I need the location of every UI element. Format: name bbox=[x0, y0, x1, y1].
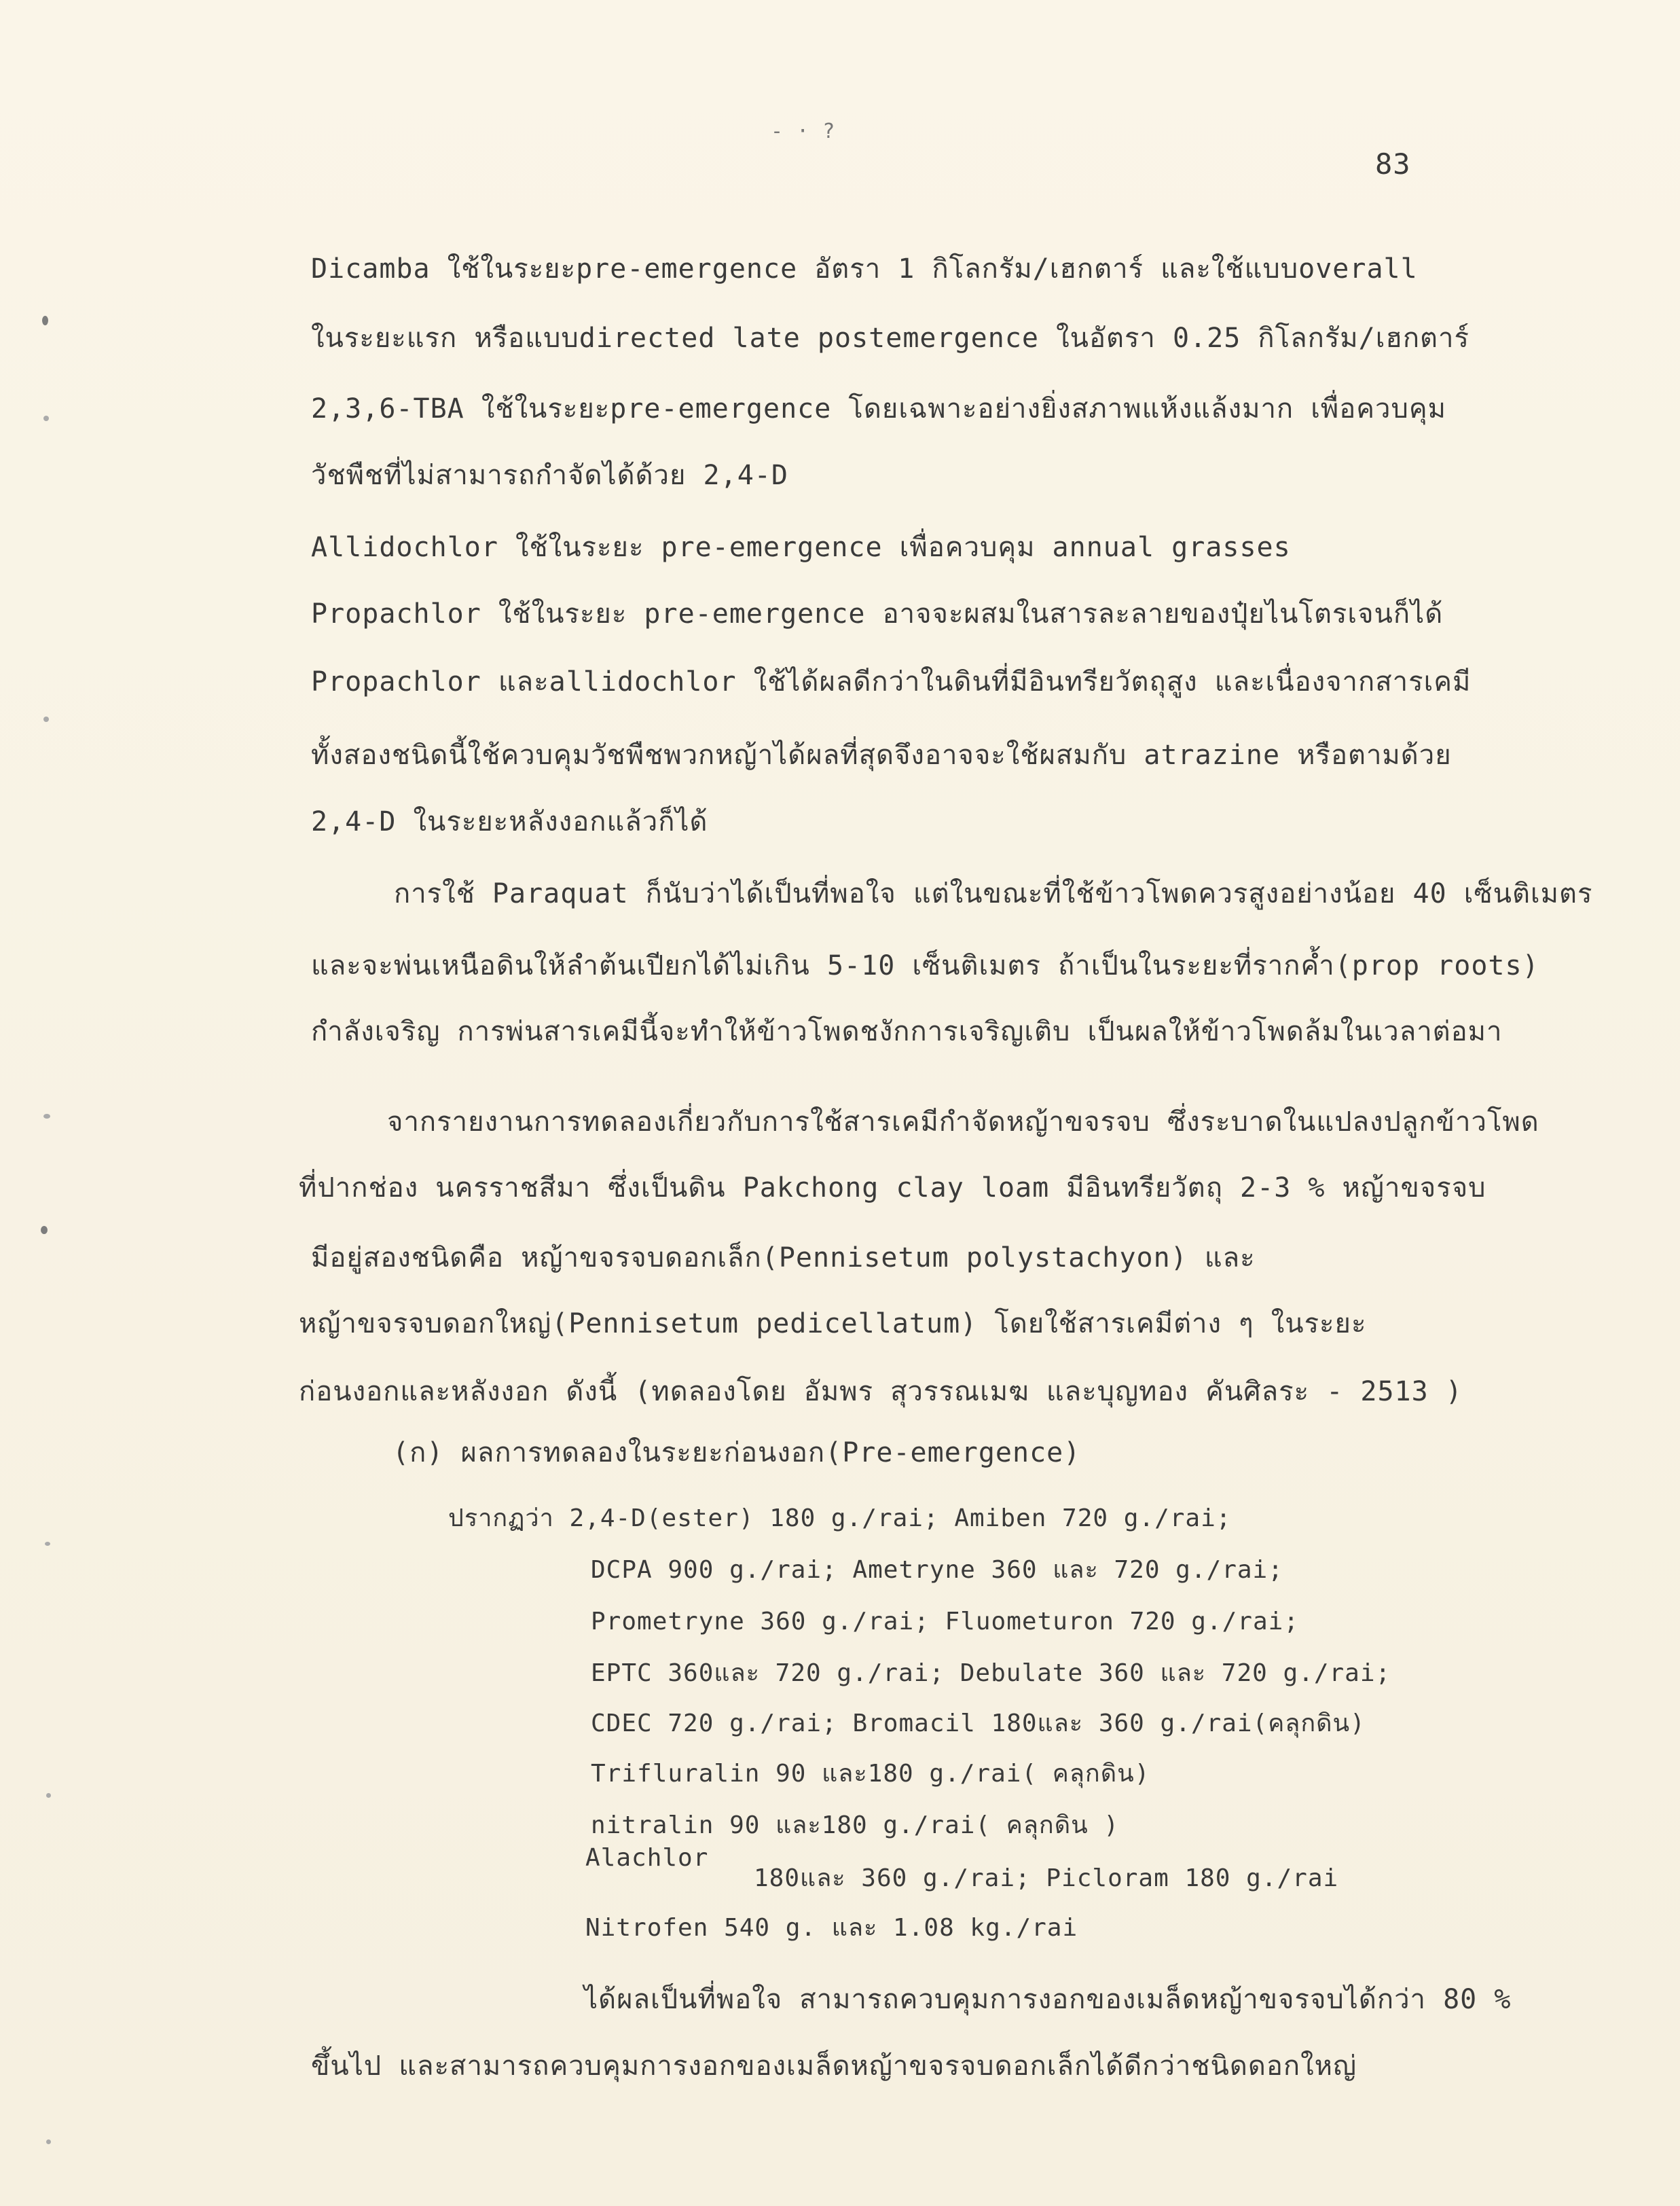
margin-dot bbox=[43, 717, 49, 722]
result-line: 180และ 360 g./rai; Picloram 180 g./rai bbox=[754, 1864, 1339, 1892]
text-line: Dicamba ใช้ในระยะpre-emergence อัตรา 1 กิโลกรัม/เฮกตาร์ และใช้แบบoverall bbox=[311, 253, 1418, 285]
margin-dot bbox=[45, 1542, 50, 1546]
margin-dot bbox=[46, 1793, 51, 1798]
text-line: ที่ปากช่อง นครราชสีมา ซึ่งเป็นดิน Pakchong clay loam มีอินทรียวัตถุ 2-3 % หญ้าขจรจบ bbox=[299, 1172, 1486, 1204]
margin-dot bbox=[42, 316, 48, 325]
result-line: nitralin 90 และ180 g./rai( คลุกดิน ) bbox=[591, 1811, 1120, 1839]
text-line: 2,4-D ในระยะหลังงอกแล้วก็ได้ bbox=[311, 806, 708, 837]
text-line: Propachlor และallidochlor ใช้ได้ผลดีกว่าในดินที่มีอินทรียวัตถุสูง และเนื่องจากสารเคมี bbox=[311, 666, 1472, 698]
result-line: Nitrofen 540 g. และ 1.08 kg./rai bbox=[585, 1914, 1078, 1942]
result-line: DCPA 900 g./rai; Ametryne 360 และ 720 g./rai; bbox=[591, 1556, 1283, 1584]
margin-dot bbox=[43, 1114, 50, 1119]
text-line: ได้ผลเป็นที่พอใจ สามารถควบคุมการงอกของเมล็ดหญ้าขจรจบได้กว่า 80 % bbox=[584, 1984, 1512, 2015]
section-heading: (ก) ผลการทดลองในระยะก่อนงอก(Pre-emergence) bbox=[392, 1437, 1081, 1468]
margin-dot bbox=[46, 2139, 51, 2144]
text-line: การใช้ Paraquat ก็นับว่าได้เป็นที่พอใจ แต่ในขณะที่ใช้ข้าวโพดควรสูงอย่างน้อย 40 เซ็นติเมตร bbox=[394, 878, 1593, 909]
result-line: ปรากฏว่า 2,4-D(ester) 180 g./rai; Amiben 720 g./rai; bbox=[448, 1504, 1232, 1532]
result-line: CDEC 720 g./rai; Bromacil 180และ 360 g./rai(คลุกดิน) bbox=[591, 1710, 1366, 1737]
result-line: Alachlor bbox=[585, 1844, 709, 1872]
text-line: Allidochlor ใช้ในระยะ pre-emergence เพื่อควบคุม annual grasses bbox=[311, 532, 1291, 563]
text-line: และจะพ่นเหนือดินให้ลำต้นเปียกได้ไม่เกิน 5-10 เซ็นติเมตร ถ้าเป็นในระยะที่รากค้ำ(prop roots) bbox=[311, 950, 1539, 981]
text-line: Propachlor ใช้ในระยะ pre-emergence อาจจะผสมในสารละลายของปุ๋ยไนโตรเจนก็ได้ bbox=[311, 598, 1444, 630]
text-line: ก่อนงอกและหลังงอก ดังนี้ (ทดลองโดย อัมพร สุวรรณเมฆ และบุญทอง คันศิลระ - 2513 ) bbox=[299, 1376, 1463, 1407]
text-line: ในระยะแรก หรือแบบdirected late postemergence ในอัตรา 0.25 กิโลกรัม/เฮกตาร์ bbox=[311, 323, 1469, 354]
text-line: 2,3,6-TBA ใช้ในระยะpre-emergence โดยเฉพาะอย่างยิ่งสภาพแห้งแล้งมาก เพื่อควบคุม bbox=[311, 393, 1447, 424]
margin-dot bbox=[43, 416, 49, 421]
text-line: มีอยู่สองชนิดคือ หญ้าขจรจบดอกเล็ก(Pennisetum polystachyon) และ bbox=[311, 1242, 1256, 1273]
text-line: กำลังเจริญ การพ่นสารเคมีนี้จะทำให้ข้าวโพดชงักการเจริญเติบ เป็นผลให้ข้าวโพดล้มในเวลาต่อมา bbox=[311, 1016, 1503, 1047]
result-line: EPTC 360และ 720 g./rai; Debulate 360 และ 720 g./rai; bbox=[591, 1659, 1391, 1687]
header-mark: - · ? bbox=[771, 120, 836, 143]
text-line: ขึ้นไป และสามารถควบคุมการงอกของเมล็ดหญ้าขจรจบดอกเล็กได้ดีกว่าชนิดดอกใหญ่ bbox=[311, 2050, 1357, 2082]
result-line: Trifluralin 90 และ180 g./rai( คลุกดิน) bbox=[591, 1760, 1150, 1788]
text-line: วัชพืชที่ไม่สามารถกำจัดได้ด้วย 2,4-D bbox=[311, 460, 788, 491]
text-line: จากรายงานการทดลองเกี่ยวกับการใช้สารเคมีกำจัดหญ้าขจรจบ ซึ่งระบาดในแปลงปลูกข้าวโพด bbox=[387, 1106, 1539, 1138]
text-line: ทั้งสองชนิดนี้ใช้ควบคุมวัชพืชพวกหญ้าได้ผลที่สุดจึงอาจจะใช้ผสมกับ atrazine หรือตามด้วย bbox=[311, 740, 1452, 771]
text-line: หญ้าขจรจบดอกใหญ่(Pennisetum pedicellatum) โดยใช้สารเคมีต่าง ๆ ในระยะ bbox=[299, 1308, 1367, 1339]
page-number: 83 bbox=[1375, 147, 1411, 181]
result-line: Prometryne 360 g./rai; Fluometuron 720 g./rai; bbox=[591, 1608, 1299, 1635]
margin-dot bbox=[41, 1226, 48, 1234]
